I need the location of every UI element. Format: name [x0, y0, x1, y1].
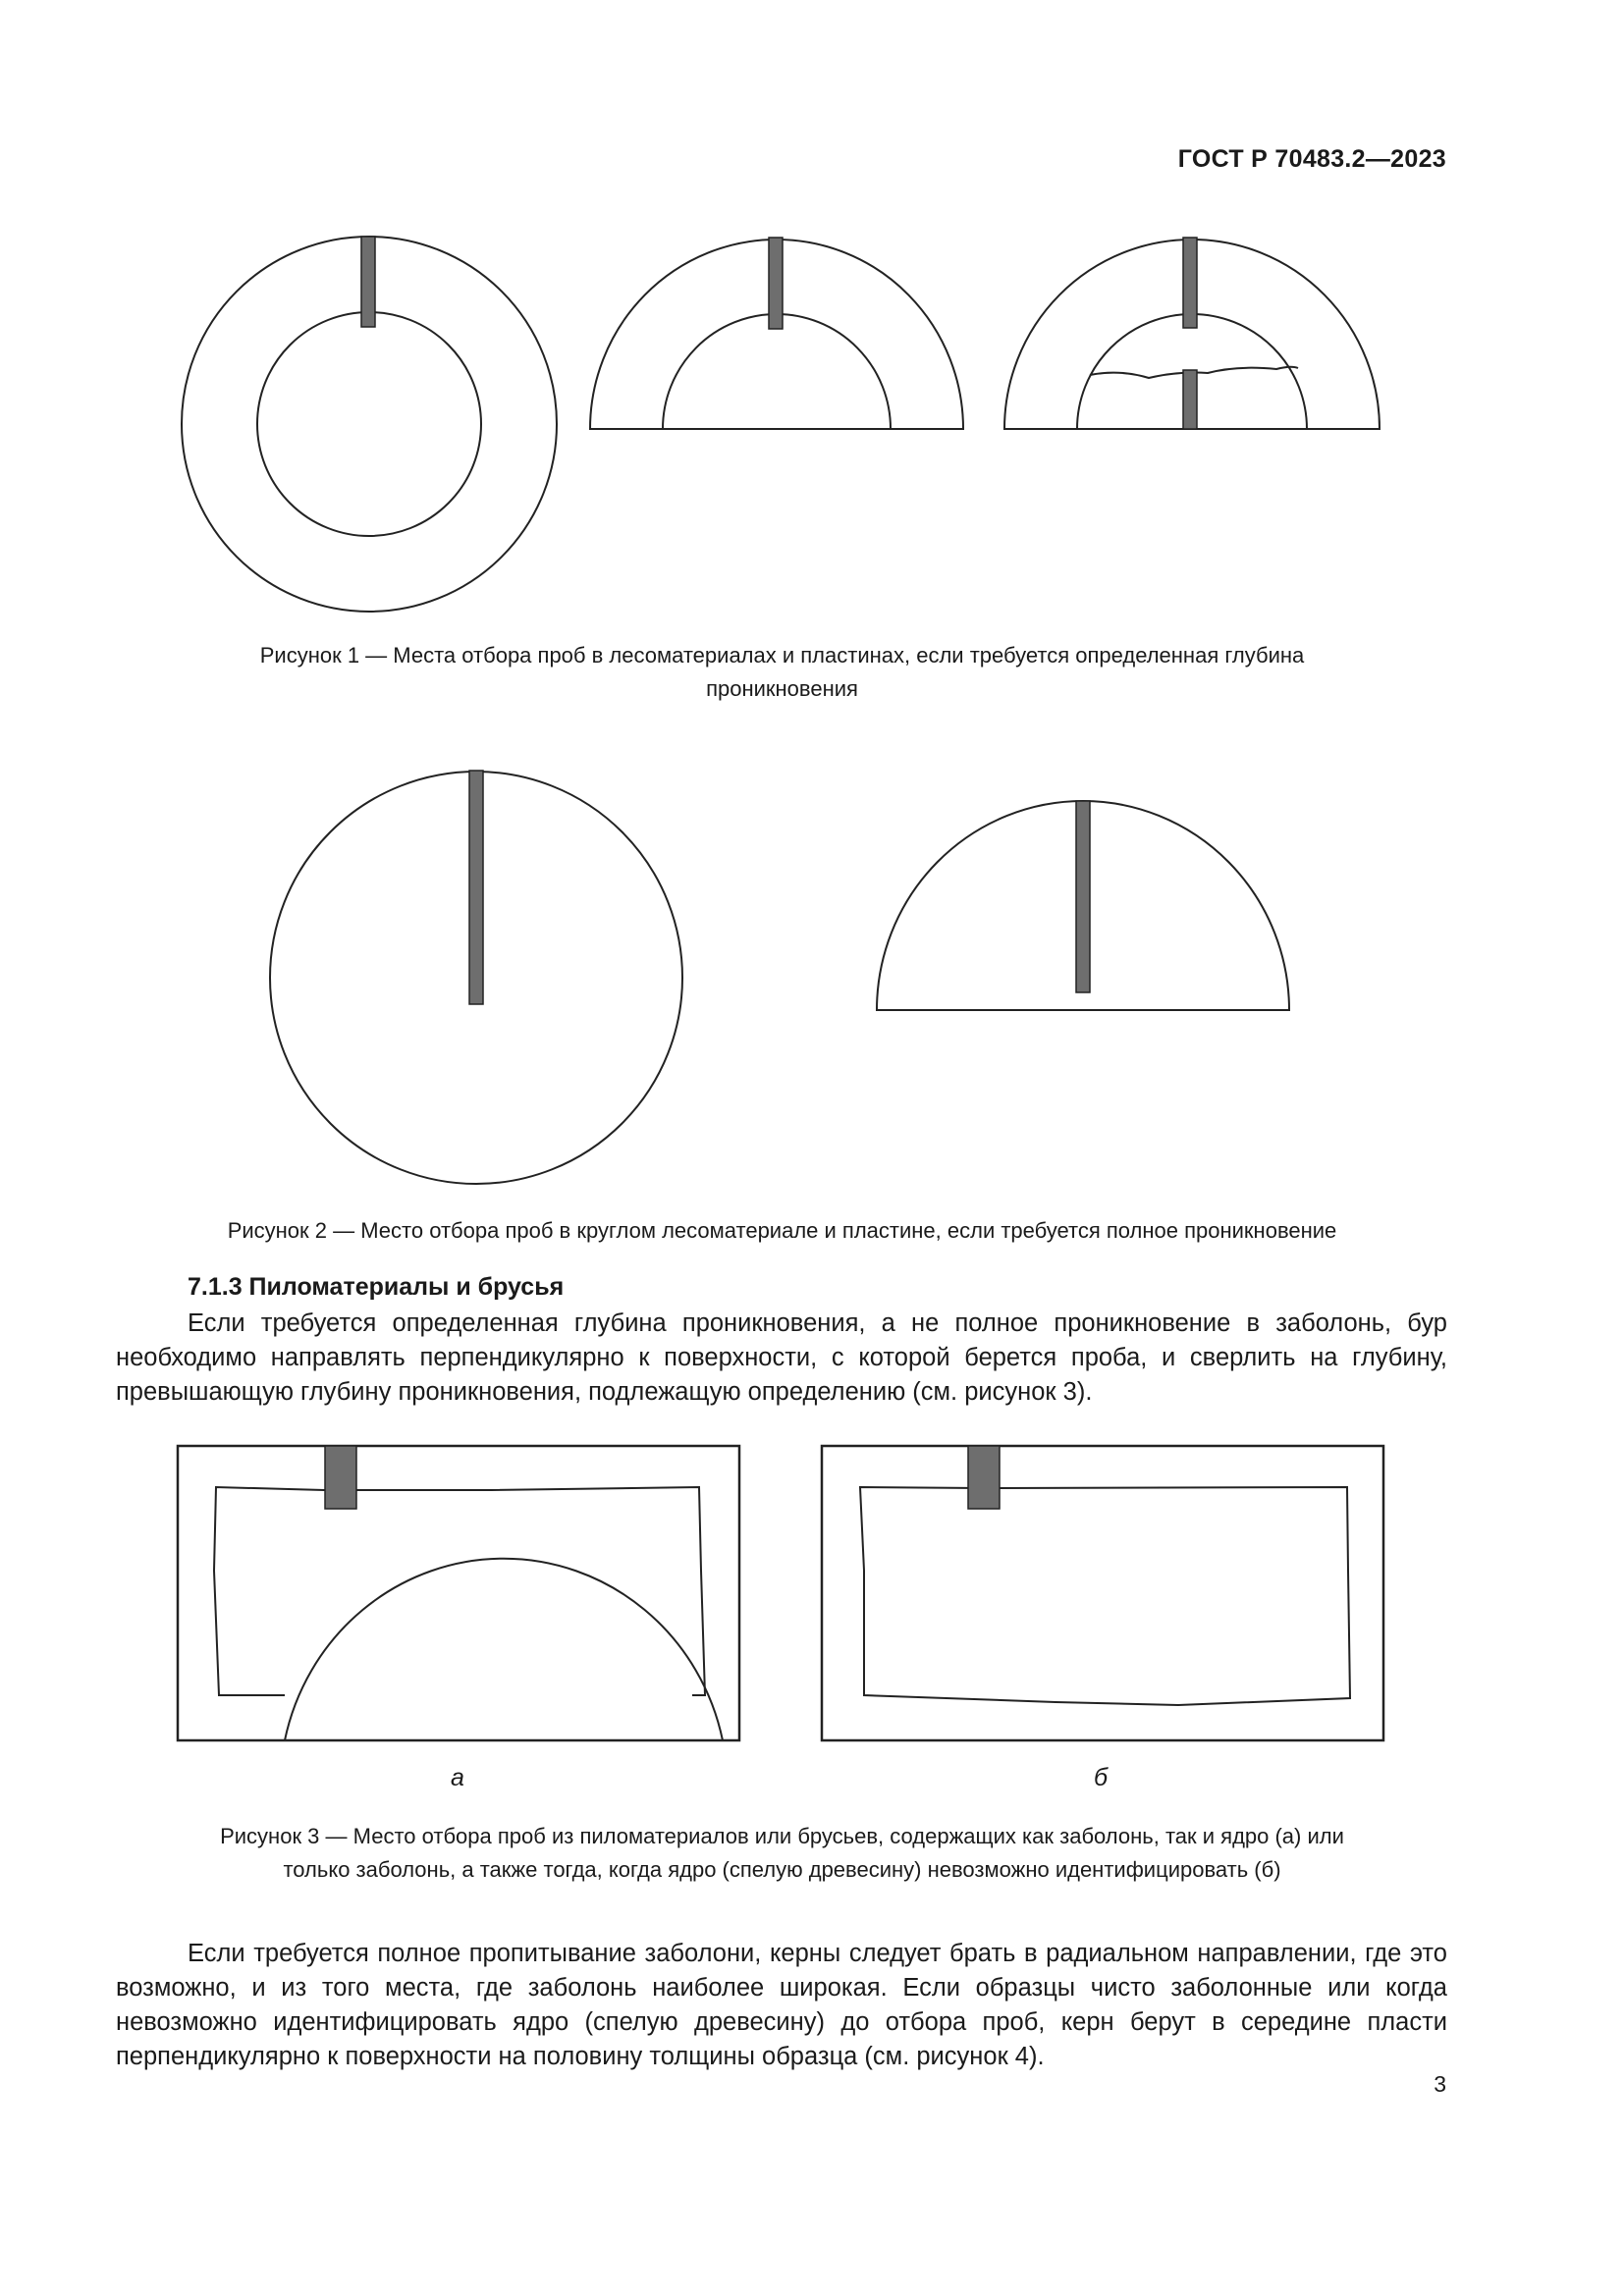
fig3b-sapwood-boundary — [860, 1487, 1350, 1705]
fig3b-core-sample — [968, 1446, 1000, 1509]
paragraph-2: Если требуется полное пропитывание заболони, керны следует брать в радиальном направлении, где это возможно, и из того места, где заболонь наиболее широкая. Если образцы чисто заболонные или когда невозможно идентифицировать ядро (спелую древесину) до отбора проб, керн берут в середине пласти перпендикулярно к поверхности на половину толщины образца (см. рисунок 4). — [116, 1940, 1447, 2070]
figure-3-caption-line1: Рисунок 3 — Место отбора проб из пиломатериалов или брусьев, содержащих как заболонь, так и ядро (а) или — [220, 1824, 1344, 1848]
page-number: 3 — [1434, 2071, 1446, 2097]
fig3a-heartwood-arc — [285, 1559, 723, 1740]
document-header: ГОСТ Р 70483.2—2023 — [1177, 145, 1446, 173]
figure-3-caption — [118, 1820, 1446, 1887]
fig3a-core-sample — [325, 1446, 356, 1509]
section-paragraph-1: Если требуется определенная глубина проникновения, а не полное проникновение в заболонь, бур необходимо направлять перпендикулярно к поверхности, с которой берется проба, и сверлить на глубину, превышающую глубину проникновения, подлежащую определению (см. рисунок 3). — [116, 1309, 1447, 1406]
figure-1-caption-line1: Рисунок 1 — Места отбора проб в лесоматериалах и пластинах, если требуется определенная глубина — [259, 643, 1305, 667]
figure-2-caption: Рисунок 2 — Место отбора проб в круглом лесоматериале и пластине, если требуется полное проникновение — [227, 1218, 1337, 1243]
figure-3a-label: а — [451, 1764, 464, 1791]
fig3a-sapwood-boundary — [214, 1487, 705, 1695]
figure-3b-label: б — [1093, 1764, 1109, 1791]
section-title: 7.1.3 Пиломатериалы и брусья — [188, 1273, 565, 1301]
figure-1-caption-line2: проникновения — [706, 676, 858, 701]
figure-3-caption-line2: только заболонь, а также тогда, когда ядро (спелую древесину) невозможно идентифицировать (б) — [283, 1857, 1281, 1882]
